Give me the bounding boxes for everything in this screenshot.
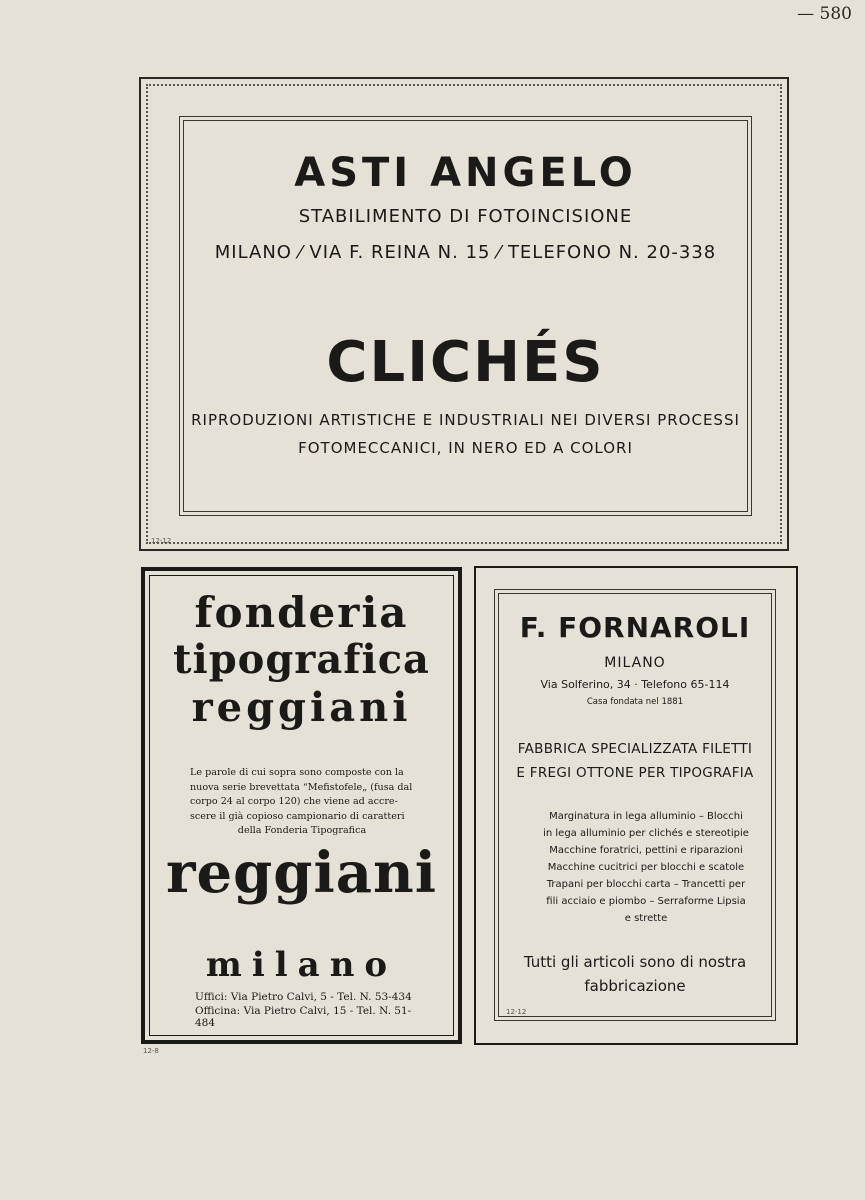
ad-reggiani-text-line: Le parole di cui sopra sono composte con la	[190, 767, 404, 778]
ad-asti-subtitle: STABILIMENTO DI FOTOINCISIONE	[298, 206, 633, 227]
product-line: fili acciaio e piombo – Serraforme Lipsia	[546, 896, 746, 907]
page-number: — 580	[797, 4, 852, 24]
ad-reggiani-body-text	[190, 766, 414, 839]
ad-asti-headline: CLICHÉS	[326, 330, 605, 395]
ad-reggiani-brand: reggiani	[166, 840, 437, 906]
product-line: Marginatura in lega alluminio – Blocchi	[549, 811, 743, 822]
ad-reggiani-code: 12-8	[143, 1047, 159, 1055]
ad-fornaroli-city: MILANO	[604, 655, 666, 671]
ad-reggiani-title-line3: reggiani	[191, 684, 412, 731]
ad-fornaroli-tagline-line1: Tutti gli articoli sono di nostra	[523, 953, 747, 971]
product-line: Macchine cucitrici per blocchi e scatole	[547, 862, 745, 873]
ad-fornaroli-heading-line1: FABBRICA SPECIALIZZATA FILETTI	[517, 741, 753, 757]
ad-reggiani-office: Uffici: Via Pietro Calvi, 5 - Tel. N. 53-434	[195, 991, 412, 1003]
ad-fornaroli-code: 12-12	[506, 1008, 527, 1016]
ad-fornaroli-founded: Casa fondata nel 1881	[586, 697, 684, 707]
ad-asti-name: ASTI ANGELO	[294, 150, 637, 196]
ad-fornaroli-name: F. FORNAROLI	[519, 611, 751, 644]
ad-reggiani-text-line: corpo 24 al corpo 120) che viene ad accre-	[190, 796, 398, 807]
ad-asti-description-line2: FOTOMECCANICI, IN NERO ED A COLORI	[298, 439, 633, 457]
ad-reggiani-city: milano	[205, 945, 398, 985]
ad-reggiani-text-line: scere il già copioso campionario di caratteri	[190, 810, 405, 822]
product-line: in lega alluminio per clichés e stereotipie	[543, 828, 749, 839]
ad-reggiani-title-line1: fonderia	[194, 588, 409, 637]
ad-reggiani-workshop: Officina: Via Pietro Calvi, 15 - Tel. N. 51-484	[195, 1005, 412, 1029]
ad-reggiani-title-line2: tipografica	[173, 636, 430, 683]
product-line: e strette	[624, 913, 668, 924]
ad-asti-description-line1: RIPRODUZIONI ARTISTICHE E INDUSTRIALI NEI DIVERSI PROCESSI	[191, 411, 740, 429]
product-line: Macchine foratrici, pettini e riparazioni	[549, 845, 743, 856]
ad-fornaroli-address: Via Solferino, 34 · Telefono 65-114	[540, 678, 730, 691]
ad-reggiani-text-line: nuova serie brevettata “Mefistofele„ (fusa dal	[190, 781, 413, 793]
ad-fornaroli-heading-line2: E FREGI OTTONE PER TIPOGRAFIA	[516, 765, 754, 781]
product-line: Trapani per blocchi carta – Trancetti per	[546, 879, 746, 890]
ad-asti-code: 12-12	[151, 537, 172, 545]
ad-asti-address: MILANO ⁄ VIA F. REINA N. 15 ⁄ TELEFONO N. 20-338	[214, 242, 717, 263]
ad-fornaroli-tagline-line2: fabbricazione	[584, 977, 686, 995]
ad-fornaroli-products	[526, 808, 766, 927]
ad-reggiani-text-line: della Fonderia Tipografica	[237, 825, 367, 836]
